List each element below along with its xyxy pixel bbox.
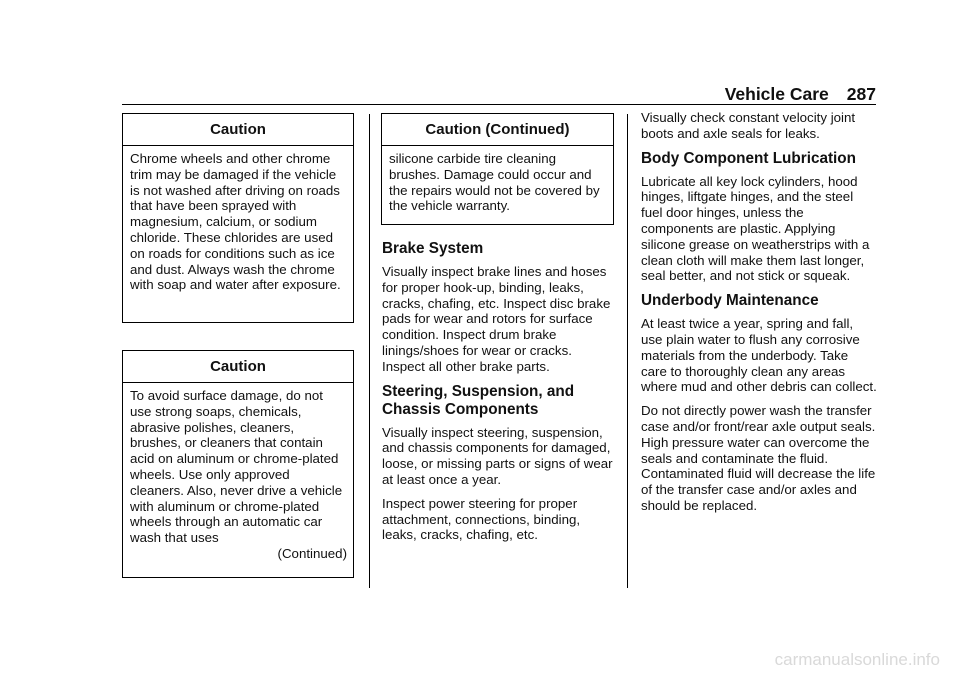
column-right [641, 110, 877, 522]
caution-title: Caution [123, 351, 353, 383]
page-header [640, 84, 876, 104]
paragraph: At least twice a year, spring and fall, use plain water to flush any corrosive materials from the underbody. Take care to thoroughly clean any areas where mud and other debris can collect. [641, 316, 877, 395]
paragraph: Visually inspect brake lines and hoses for proper hook-up, binding, leaks, cracks, chafing, etc. Inspect disc brake pads for wear and rotors for surface condition. Inspect drum brake linings/shoes for wear or cracks. Inspect all other brake parts. [382, 264, 611, 374]
heading-steering-suspension: Steering, Suspension, and Chassis Components [382, 382, 575, 418]
caution-title: Caution [123, 114, 353, 146]
paragraph: Visually inspect steering, suspension, and chassis components for damaged, loose, or missing parts or signs of wear at least once a year. [382, 424, 613, 487]
header-rule [122, 104, 876, 105]
caution-box-surface-damage [122, 350, 354, 578]
column-middle [382, 240, 616, 551]
watermark: carmanualsonline.info [774, 650, 940, 669]
column-divider-right [627, 114, 628, 588]
page-number: 287 [846, 84, 876, 104]
paragraph: Visually check constant velocity joint boots and axle seals for leaks. [641, 110, 856, 141]
paragraph: Do not directly power wash the transfer case and/or front/rear axle output seals. High pressure water can overcome the seals and contaminate the fluid. Contaminated fluid will decrease the life of the transfer case and/or axles and should be replaced. [641, 403, 876, 513]
caution-text: Chrome wheels and other chrome trim may be damaged if the vehicle is not washed after driving on roads that have been sprayed with magnesium, calcium, or sodium chloride. These chlorides are used on roads for conditions such as ice and dust. Always wash the chrome with soap and water after exposure. [130, 151, 341, 293]
heading-underbody-maintenance: Underbody Maintenance [641, 292, 819, 310]
caution-box-chrome [122, 113, 354, 323]
paragraph: Lubricate all key lock cylinders, hood hinges, liftgate hinges, and the steel fuel door hinges, unless the components are plastic. Applying silicone grease on weatherstrips with a clean cloth will make them last longer, seal better, and not stick or squeak. [641, 173, 870, 284]
column-divider-left [369, 114, 370, 588]
heading-brake-system: Brake System [382, 240, 484, 257]
caution-title: Caution (Continued) [382, 114, 613, 146]
section-title: Vehicle Care [724, 84, 829, 104]
paragraph: Inspect power steering for proper attachment, connections, binding, leaks, cracks, chafing, etc. [382, 495, 581, 543]
caution-text: silicone carbide tire cleaning brushes. Damage could occur and the repairs would not be covered by the vehicle warranty. [389, 151, 600, 214]
caution-box-continued [381, 113, 614, 225]
caution-text: To avoid surface damage, do not use strong soaps, chemicals, abrasive polishes, cleaners, brushes, or cleaners that contain acid on aluminum or chrome-plated wheels. Use only approved cleaners. Also, never drive a vehicle with aluminum or chrome-plated wheels through an automatic car wash that uses [130, 388, 343, 546]
heading-body-lubrication: Body Component Lubrication [641, 149, 856, 167]
continued-label: (Continued) [277, 545, 347, 561]
